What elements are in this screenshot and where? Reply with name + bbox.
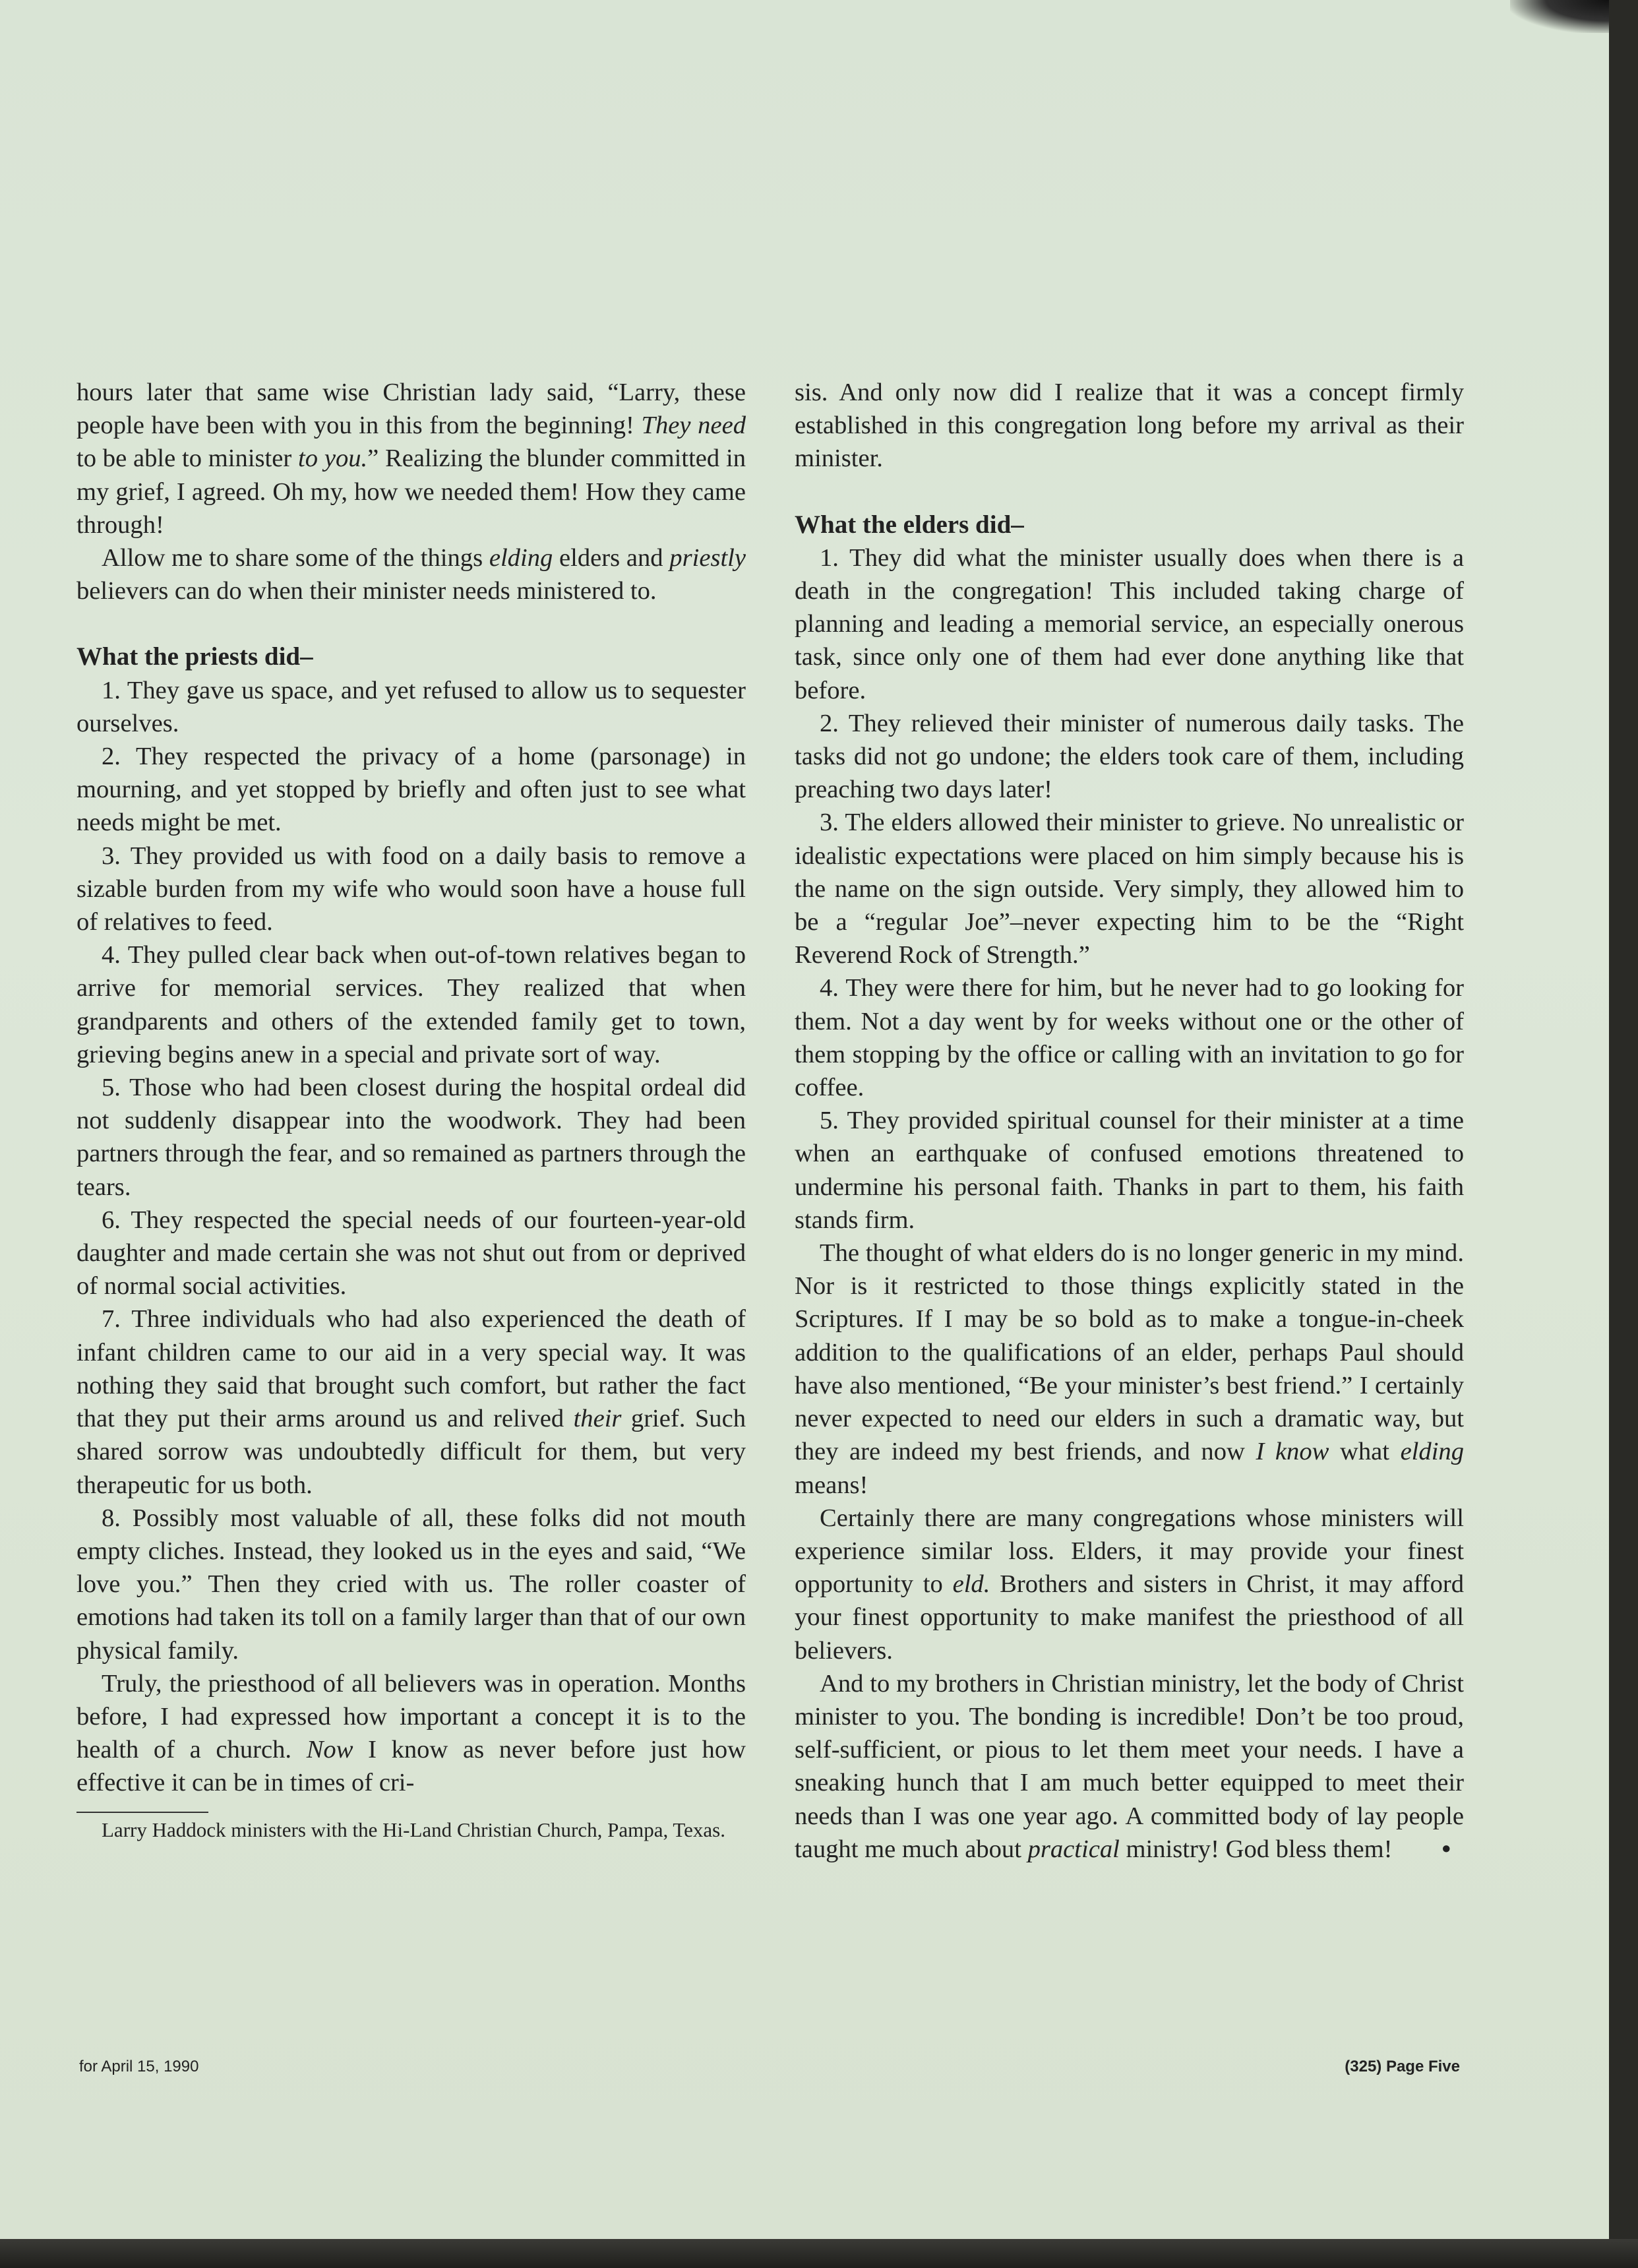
elders-item-5: 5. They provided spiritual counsel for their minister at a time when an earthquake of confused emotions threatened to undermine his personal faith. Thanks in part to them, his faith stands firm. — [795, 1107, 1464, 1234]
footnote-rule — [76, 1812, 208, 1813]
elders-item-2: 2. They relieved their minister of numerous daily tasks. The tasks did not go undone; the elders took care of them, including preaching two days later! — [795, 709, 1464, 804]
priests-item-2: 2. They respected the privacy of a home (parsonage) in mourning, and yet stopped by briefly and often just to see what needs might be met. — [76, 743, 746, 837]
intro-paragraph: hours later that same wise Christian lady said, “Larry, these people have been with you in this from the beginning! They need to be able to minister to you.” Realizing the blunder committed in my grief, I agreed. Oh my, how we needed them! How they came through! — [76, 379, 746, 539]
thought-paragraph: The thought of what elders do is no longer generic in my mind. Nor is it restricted to those things explicitly stated in the Scriptures. If I may be so bold as to make a tongue-in-cheek addition to the qualifications of an elder, perhaps Paul should have also mentioned, “Be your minister’s best friend.” I certainly never expected to need our elders in such a dramatic way, but they are indeed my best friends, and now I know what elding means! — [795, 1239, 1464, 1499]
left-column — [76, 376, 746, 1842]
allow-paragraph: Allow me to share some of the things elding elders and priestly believers can do when their minister needs ministered to. — [76, 544, 746, 605]
right-column — [795, 376, 1464, 1866]
page-corner-shadow — [1510, 0, 1609, 33]
author-footnote: Larry Haddock ministers with the Hi-Land Christian Church, Pampa, Texas. — [102, 1818, 725, 1841]
final-paragraph: And to my brothers in Christian ministry, let the body of Christ minister to you. The bonding is incredible! Don’t be too proud, self-sufficient, or pious to let them meet your needs. I have a sneaking hunch that I am much better equipped to meet their needs than I was one year ago. A committed body of lay people taught me much about practical ministry! God bless them! • — [795, 1667, 1464, 1866]
priests-item-4: 4. They pulled clear back when out-of-town relatives began to arrive for memorial services. They realized that when grandparents and others of the extended family get to town, grieving begins anew in a special and private sort of way. — [76, 941, 746, 1068]
priests-item-8: 8. Possibly most valuable of all, these folks did not mouth empty cliches. Instead, they looked us in the eyes and said, “We love you.” Then they cried with us. The roller coaster of emotions had taken its toll on a family larger than that of our own physical family. — [76, 1504, 746, 1665]
continued-paragraph: sis. And only now did I realize that it was a concept firmly established in this congregation long before my arrival as their minister. — [795, 379, 1464, 473]
elders-item-3: 3. The elders allowed their minister to grieve. No unrealistic or idealistic expectations were placed on him simply because his is the name on the sign outside. Very simply, they allowed him to be a “regular Joe”–never expecting him to be the “Right Reverend Rock of Strength.” — [795, 809, 1464, 969]
priests-heading: What the priests did– — [76, 642, 313, 671]
footer-date: for April 15, 1990 — [79, 2058, 199, 2075]
priests-item-7: 7. Three individuals who had also experienced the death of infant children came to our aid in a very special way. It was nothing they said that brought such comfort, but rather the fact that they put their arms around us and relived their grief. Such shared sorrow was undoubtedly difficult for them, but very therapeutic for us both. — [76, 1305, 746, 1499]
priests-item-6: 6. They respected the special needs of our fourteen-year-old daughter and made certain she was not shut out from or deprived of normal social activities. — [76, 1206, 746, 1301]
elders-heading: What the elders did– — [795, 510, 1024, 539]
priests-item-1: 1. They gave us space, and yet refused to allow us to sequester ourselves. — [76, 676, 746, 737]
scan-bottom-edge — [0, 2239, 1638, 2268]
elders-item-4: 4. They were there for him, but he never had to go looking for them. Not a day went by for weeks without one or the other of them stopping by the office or calling with an invitation to go for coffee. — [795, 974, 1464, 1102]
end-mark: • — [1441, 1835, 1451, 1863]
certainly-paragraph: Certainly there are many congregations whose ministers will experience similar loss. Elders, it may provide your finest opportunity to eld. Brothers and sisters in Christ, it may afford your finest opportunity to make manifest the priesthood of all believers. — [795, 1504, 1464, 1665]
priests-item-5: 5. Those who had been closest during the hospital ordeal did not suddenly disappear into the woodwork. They had been partners through the fear, and so remained as partners through the tears. — [76, 1074, 746, 1201]
footer-page-number: (325) Page Five — [1345, 2058, 1460, 2075]
truly-paragraph: Truly, the priesthood of all believers was in operation. Months before, I had expressed how important a concept it is to the health of a church. Now I know as never before just how effective it can be in times of cri- — [76, 1669, 746, 1797]
elders-item-1: 1. They did what the minister usually does when there is a death in the congregation! This included taking charge of planning and leading a memorial service, an especially onerous task, since only one of them had ever done anything like that before. — [795, 543, 1464, 704]
priests-item-3: 3. They provided us with food on a daily basis to remove a sizable burden from my wife who would soon have a house full of relatives to feed. — [76, 842, 746, 936]
